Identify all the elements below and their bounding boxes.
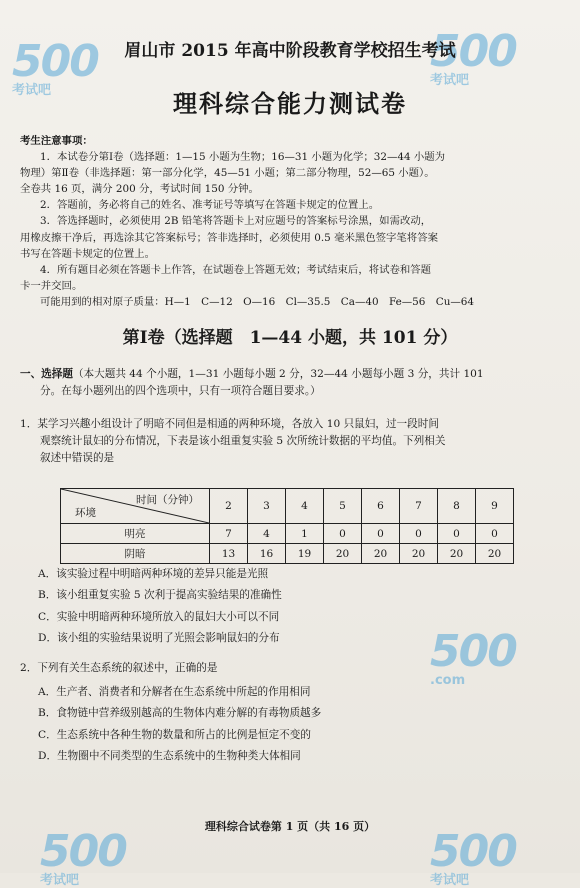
table-cell: 0 (400, 524, 438, 544)
q2-option-d: D．生物圈中不同类型的生态系统中的生物种类大体相同 (38, 750, 301, 763)
question-2 (20, 660, 555, 677)
q1-option-d: D．该小组的实验结果说明了光照会影响鼠妇的分布 (38, 632, 280, 645)
exam-title: 眉山市 2015 年高中阶段教育学校招生考试 (124, 41, 456, 61)
q1-options (38, 564, 282, 650)
time-header: 7 (400, 489, 438, 524)
q1-line1: 1．某学习兴趣小组设计了明暗不同但是相通的两种环境，各放入 10 只鼠妇，过一段时间 (20, 418, 439, 430)
corner-time-label: 时间（分钟） (136, 494, 199, 506)
paper-title: 理科综合能力测试卷 (173, 89, 407, 118)
time-header: 4 (286, 489, 324, 524)
part1-desc-b: 分。在每小题列出的四个选项中，只有一项符合题目要求。） (40, 385, 321, 397)
section-title: 第Ⅰ卷（选择题 1—44 小题，共 101 分） (122, 328, 458, 348)
q1-line2: 观察统计鼠妇的分布情况，下表是该小组重复实验 5 次所统计数据的平均值。下列相关 (40, 435, 446, 447)
table-cell: 1 (286, 524, 324, 544)
note-3c: 书写在答题卡规定的位置上。 (20, 247, 156, 260)
watermark-logo: 500 考试吧 (430, 826, 516, 888)
question-1 (20, 416, 555, 467)
table-corner (61, 489, 210, 524)
q2-stem: 2．下列有关生态系统的叙述中，正确的是 (20, 662, 218, 674)
table-cell: 7 (210, 524, 248, 544)
time-header: 2 (210, 489, 248, 524)
row-label: 明亮 (61, 524, 210, 544)
q2-options (38, 682, 321, 768)
table-cell: 19 (286, 544, 324, 564)
table-cell: 0 (362, 524, 400, 544)
q1-option-c: C．实验中明暗两种环境所放入的鼠妇大小可以不同 (38, 610, 280, 623)
note-1b: 物理）第Ⅱ卷（非选择题：第一部分化学，45—51 小题；第二部分物理，52—65 小题）。 (20, 167, 435, 180)
note-1c: 全卷共 16 页，满分 200 分，考试时间 150 分钟。 (20, 183, 259, 196)
data-table (60, 488, 514, 564)
table-row (61, 524, 514, 544)
table-cell: 4 (248, 524, 286, 544)
q1-line3: 叙述中错误的是 (40, 452, 115, 464)
row-label: 阴暗 (61, 544, 210, 564)
instructions-heading: 考生注意事项： (20, 135, 93, 147)
q2-option-a: A．生产者、消费者和分解者在生态系统中所起的作用相同 (38, 686, 311, 698)
note-4b: 卡一并交回。 (20, 279, 83, 292)
note-3b: 用橡皮擦干净后，再选涂其它答案标号；答非选择时，必须使用 0.5 毫米黑色签字笔将答案 (20, 231, 438, 244)
table-row (61, 544, 514, 564)
q1-option-a: A．该实验过程中明暗两种环境的差异只能是光照 (38, 568, 269, 580)
time-header: 6 (362, 489, 400, 524)
table-cell: 0 (324, 524, 362, 544)
watermark-logo: 500 .com (430, 626, 516, 688)
table-cell: 13 (210, 544, 248, 564)
corner-env-label: 环境 (75, 507, 96, 519)
part1-desc-a: （本大题共 44 个小题，1—31 小题每小题 2 分，32—44 小题每小题 3 分，共计 101 (72, 368, 484, 380)
table-cell: 0 (438, 524, 476, 544)
table-cell: 20 (438, 544, 476, 564)
table-cell: 0 (476, 524, 514, 544)
note-1a: 1．本试卷分第Ⅰ卷（选择题：1—15 小题为生物；16—31 小题为化学；32—44 小题为 (40, 151, 446, 164)
part1-intro (20, 366, 555, 400)
page-footer: 理科综合试卷第 1 页（共 16 页） (204, 820, 376, 833)
atomic-masses: 可能用到的相对原子质量：H—1 C—12 O—16 Cl—35.5 Ca—40 Fe—56 Cu—64 (40, 295, 474, 308)
part1-label: 一、选择题 (20, 368, 73, 380)
time-header: 5 (324, 489, 362, 524)
watermark-logo: 500 考试吧 (430, 26, 516, 88)
watermark-logo: 500 考试吧 (40, 826, 126, 888)
table-cell: 20 (476, 544, 514, 564)
note-3a: 3．答选择题时，必须使用 2B 铅笔将答题卡上对应题号的答案标号涂黑，如需改动， (40, 215, 432, 228)
table-cell: 16 (248, 544, 286, 564)
table-cell: 20 (324, 544, 362, 564)
time-header: 3 (248, 489, 286, 524)
note-4a: 4．所有题目必须在答题卡上作答，在试题卷上答题无效；考试结束后，将试卷和答题 (40, 263, 432, 276)
q2-option-b: B．食物链中营养级别越高的生物体内难分解的有毒物质越多 (38, 707, 322, 720)
q2-option-c: C．生态系统中各种生物的数量和所占的比例是恒定不变的 (38, 728, 311, 741)
table-cell: 20 (400, 544, 438, 564)
q1-option-b: B．该小组重复实验 5 次利于提高实验结果的准确性 (38, 589, 282, 602)
watermark-logo: 500 考试吧 (12, 36, 98, 98)
table-cell: 20 (362, 544, 400, 564)
instructions (20, 133, 552, 310)
time-header: 9 (476, 489, 514, 524)
note-2: 2．答题前，务必将自己的姓名、准考证号等填写在答题卡规定的位置上。 (40, 199, 380, 212)
time-header: 8 (438, 489, 476, 524)
